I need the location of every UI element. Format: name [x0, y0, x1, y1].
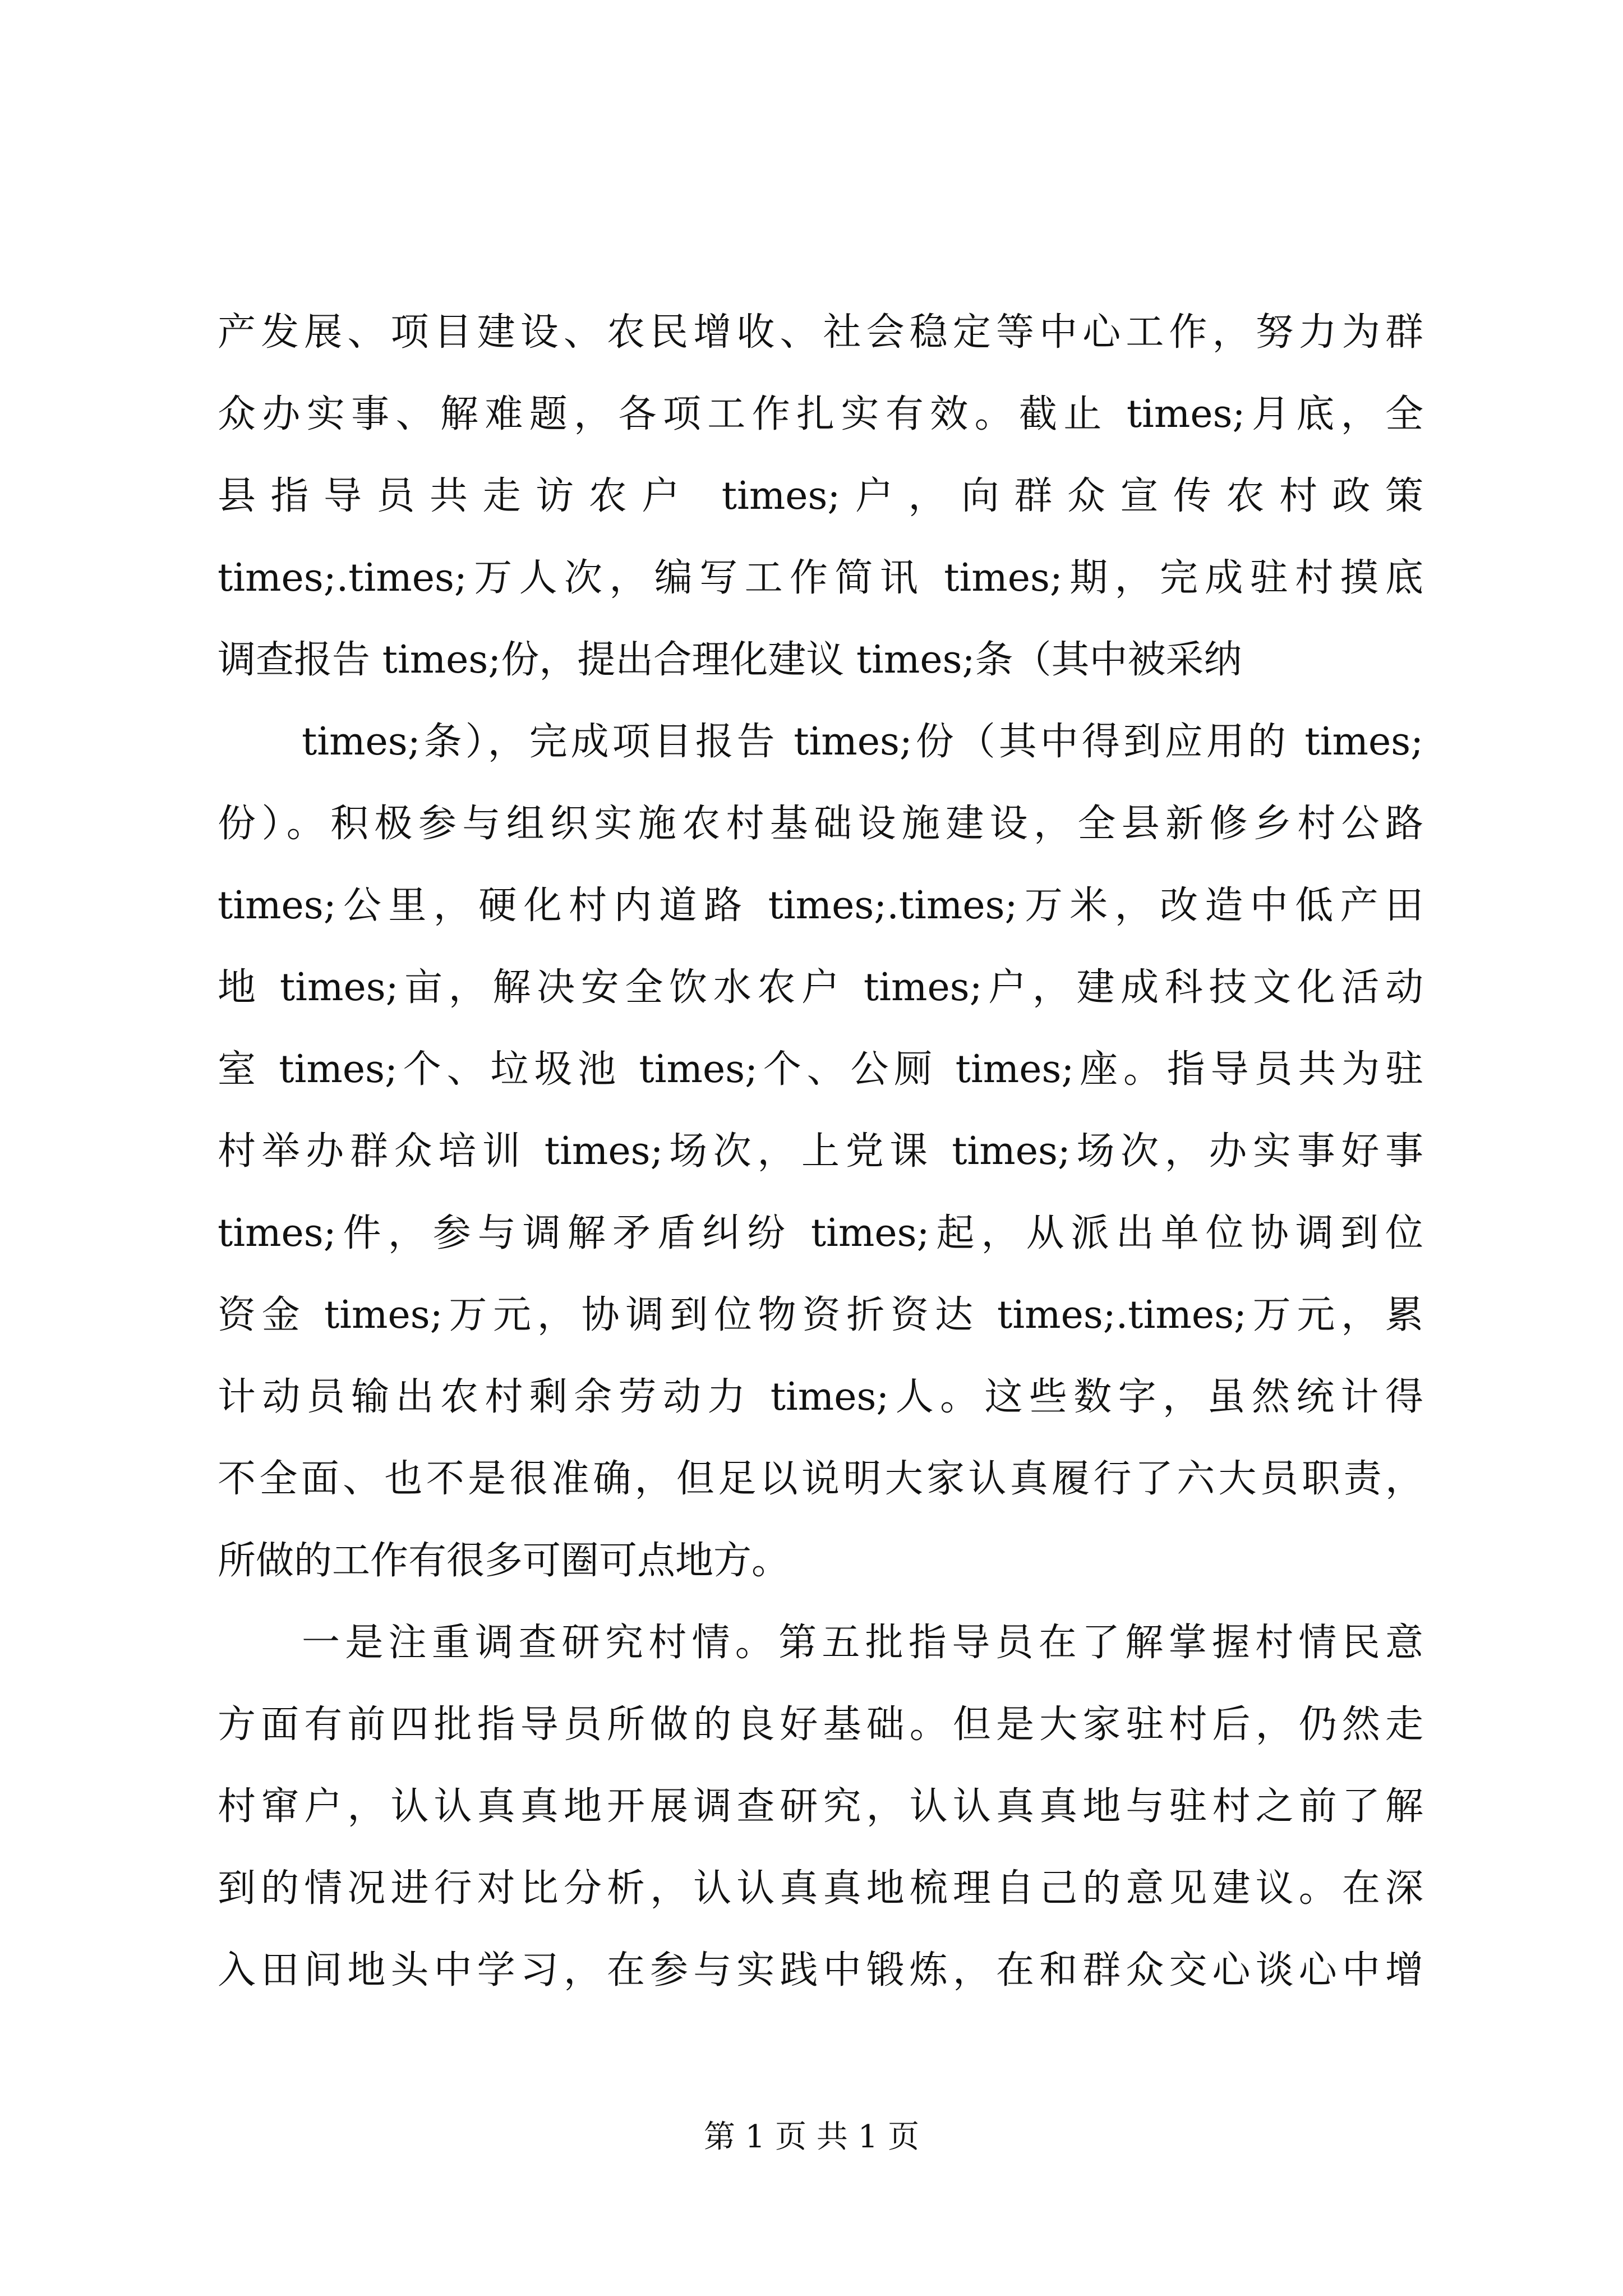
text-line: 到的情况进行对比分析，认认真真地梳理自己的意见建议。在深	[218, 1866, 1423, 1911]
text-line: times;.times;万人次，编写工作简讯 times;期，完成驻村摸底	[218, 556, 1423, 600]
text-line: 地 times;亩，解决安全饮水农户 times;户，建成科技文化活动	[218, 965, 1423, 1010]
text-line: 计动员输出农村剩余劳动力 times;人。这些数字，虽然统计得	[218, 1375, 1423, 1419]
body-text	[218, 292, 1423, 2012]
text-line: 不全面、也不是很准确，但足以说明大家认真履行了六大员职责，	[218, 1457, 1423, 1501]
text-line: 产发展、项目建设、农民增收、社会稳定等中心工作，努力为群	[218, 310, 1423, 355]
text-line: 所做的工作有很多可圈可点地方。	[218, 1539, 790, 1583]
text-line: 村窜户，认认真真地开展调查研究，认认真真地与驻村之前了解	[218, 1784, 1423, 1829]
text-line: 县指导员共走访农户 times;户，向群众宣传农村政策	[218, 474, 1423, 518]
text-line: times;公里，硬化村内道路 times;.times;万米，改造中低产田	[218, 884, 1423, 928]
text-line: 众办实事、解难题，各项工作扎实有效。截止 times;月底，全	[218, 392, 1423, 436]
text-line: 入田间地头中学习，在参与实践中锻炼，在和群众交心谈心中增	[218, 1948, 1423, 1993]
text-line: 份）。积极参与组织实施农村基础设施建设，全县新修乡村公路	[218, 802, 1423, 846]
text-line: 村举办群众培训 times;场次，上党课 times;场次，办实事好事	[218, 1129, 1423, 1174]
text-line: 调查报告 times;份，提出合理化建议 times;条（其中被采纳	[218, 638, 1242, 682]
text-line: 资金 times;万元，协调到位物资折资达 times;.times;万元，累	[218, 1293, 1423, 1337]
text-line: 室 times;个、垃圾池 times;个、公厕 times;座。指导员共为驻	[218, 1047, 1423, 1092]
text-line: times;件，参与调解矛盾纠纷 times;起，从派出单位协调到位	[218, 1211, 1423, 1255]
text-line: 一是注重调查研究村情。第五批指导员在了解掌握村情民意	[302, 1621, 1423, 1665]
text-line: 方面有前四批指导员所做的良好基础。但是大家驻村后，仍然走	[218, 1703, 1423, 1747]
page-number-footer: 第 1 页 共 1 页	[703, 2119, 920, 2155]
text-line: times;条），完成项目报告 times;份（其中得到应用的 times;	[302, 720, 1423, 764]
